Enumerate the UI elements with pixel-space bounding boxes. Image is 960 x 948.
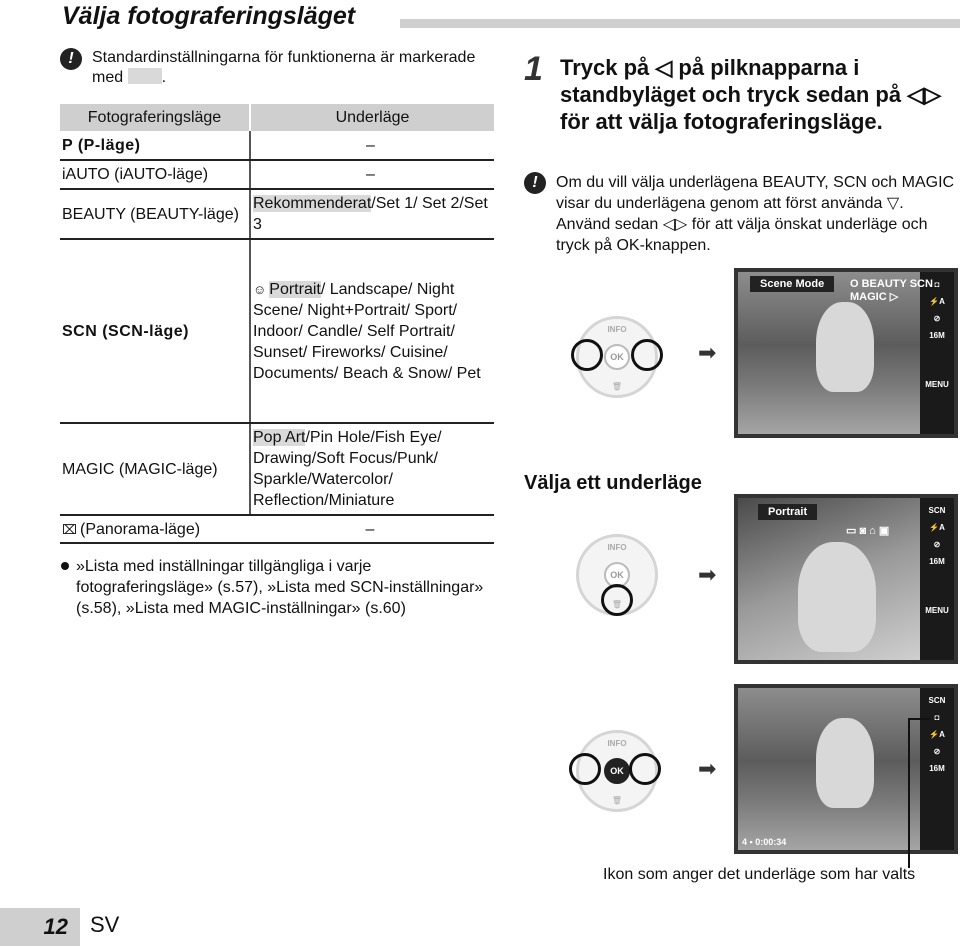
left-button-highlight	[569, 753, 601, 785]
note-text: Standardinställningarna för funktionerna är markerade med	[92, 49, 476, 86]
mode-cell: P (P-läge)	[60, 131, 250, 160]
language-label: SV	[90, 912, 120, 937]
column-header-submode: Underläge	[250, 104, 494, 131]
arrow-right-icon: ➡	[698, 756, 717, 781]
portrait-icon: ☺	[253, 281, 267, 297]
portrait-label: Portrait	[758, 504, 817, 520]
camera-screen-scene-mode	[734, 268, 958, 438]
left-button-highlight	[571, 339, 603, 371]
submode-note-text: Om du vill välja underlägena BEAUTY, SCN och MAGIC visar du underlägena genom att först använda ▽. Använd sedan ◁▷ för att välja önskat underläge och tryck på OK-knappen.	[556, 174, 955, 254]
page-header	[60, 0, 960, 32]
submode-heading: Välja ett underläge	[524, 472, 702, 494]
person-figure	[798, 542, 876, 652]
down-button-highlight	[601, 584, 633, 616]
camera-screen-selected	[734, 684, 958, 854]
page-number-tab	[0, 908, 80, 946]
bullet-icon	[61, 562, 69, 570]
panorama-icon: ⌧	[62, 521, 77, 537]
person-figure	[816, 302, 874, 392]
mode-cell: SCN (SCN-läge)	[60, 239, 250, 423]
mode-cell: ⌧ (Panorama-läge)	[60, 515, 250, 543]
shooting-mode-table	[60, 104, 494, 544]
default-settings-note: ! Standardinställningarna för funktionerna är markerade med .	[60, 48, 500, 88]
mode-strip: O BEAUTY SCN MAGIC ▷	[850, 278, 933, 303]
trash-icon: 🗑	[611, 796, 623, 805]
table-row	[60, 423, 494, 515]
table-row	[60, 239, 494, 423]
submode-note	[524, 172, 960, 256]
person-figure	[816, 718, 874, 808]
submode-icons: ▭ ◙ ⌂ ▣	[846, 525, 890, 537]
step-text: Tryck på ◁ på pilknapparna i standbyläget och tryck sedan på ◁▷ för att välja fotograferingsläge.	[560, 55, 942, 134]
column-header-mode: Fotograferingsläge	[60, 104, 250, 131]
submode-cell: ☺ Portrait/ Landscape/ Night Scene/ Night+Portrait/ Sport/ Indoor/ Candle/ Self Portrait/ Sunset/ Fireworks/ Cuisine/ Documents/ Beach & Snow/ Pet	[250, 239, 494, 423]
table-row	[60, 160, 494, 189]
status-bar: 4 ▪ 0:00:34	[742, 837, 787, 847]
table-row	[60, 131, 494, 160]
control-dial: INFO OK 🗑	[576, 534, 658, 616]
table-row	[60, 515, 494, 543]
side-menu: SCN ⚡A ⊘ 16M MENU	[920, 498, 954, 660]
references-text: »Lista med inställningar tillgängliga i varje fotograferingsläge» (s.57), »Lista med SCN-inställningar» (s.58), »Lista med MAGIC-inställningar» (s.60)	[76, 558, 484, 617]
arrow-right-icon: ➡	[698, 562, 717, 587]
submode-cell: –	[250, 515, 494, 543]
side-menu: ◘ ⚡A ⊘ 16M MENU	[920, 272, 954, 434]
callout-line	[908, 718, 910, 868]
step-number: 1	[524, 50, 543, 88]
camera-screen-portrait	[734, 494, 958, 664]
side-menu: SCN ◘ ⚡A ⊘ 16M	[920, 688, 954, 850]
table-row	[60, 189, 494, 239]
trash-icon: 🗑	[611, 600, 623, 609]
arrow-right-icon: ➡	[698, 340, 717, 365]
submode-cell: –	[250, 131, 494, 160]
mode-cell: BEAUTY (BEAUTY-läge)	[60, 189, 250, 239]
references-list	[60, 556, 500, 619]
page-title: Välja fotograferingsläget	[62, 2, 365, 31]
caution-icon: !	[60, 48, 82, 70]
right-button-highlight	[631, 339, 663, 371]
callout-tick	[908, 718, 930, 720]
control-dial: INFO OK 🗑	[576, 730, 658, 812]
highlight-swatch	[128, 68, 162, 84]
trash-icon: 🗑	[611, 382, 623, 391]
submode-cell: –	[250, 160, 494, 189]
table-header-row	[60, 104, 494, 131]
mode-cell: iAUTO (iAUTO-läge)	[60, 160, 250, 189]
selected-submode-caption: Ikon som anger det underläge som har valts	[603, 866, 916, 883]
scene-mode-label: Scene Mode	[750, 276, 834, 292]
caution-icon: !	[524, 172, 546, 194]
page-number: 12	[43, 914, 68, 939]
submode-cell: Rekommenderat/Set 1/ Set 2/Set 3	[250, 189, 494, 239]
right-button-highlight	[629, 753, 661, 785]
mode-cell: MAGIC (MAGIC-läge)	[60, 423, 250, 515]
header-rule	[400, 19, 960, 28]
control-dial: INFO OK 🗑	[576, 316, 658, 398]
submode-cell: Pop Art/Pin Hole/Fish Eye/ Drawing/Soft Focus/Punk/ Sparkle/Watercolor/ Reflection/Miniature	[250, 423, 494, 515]
